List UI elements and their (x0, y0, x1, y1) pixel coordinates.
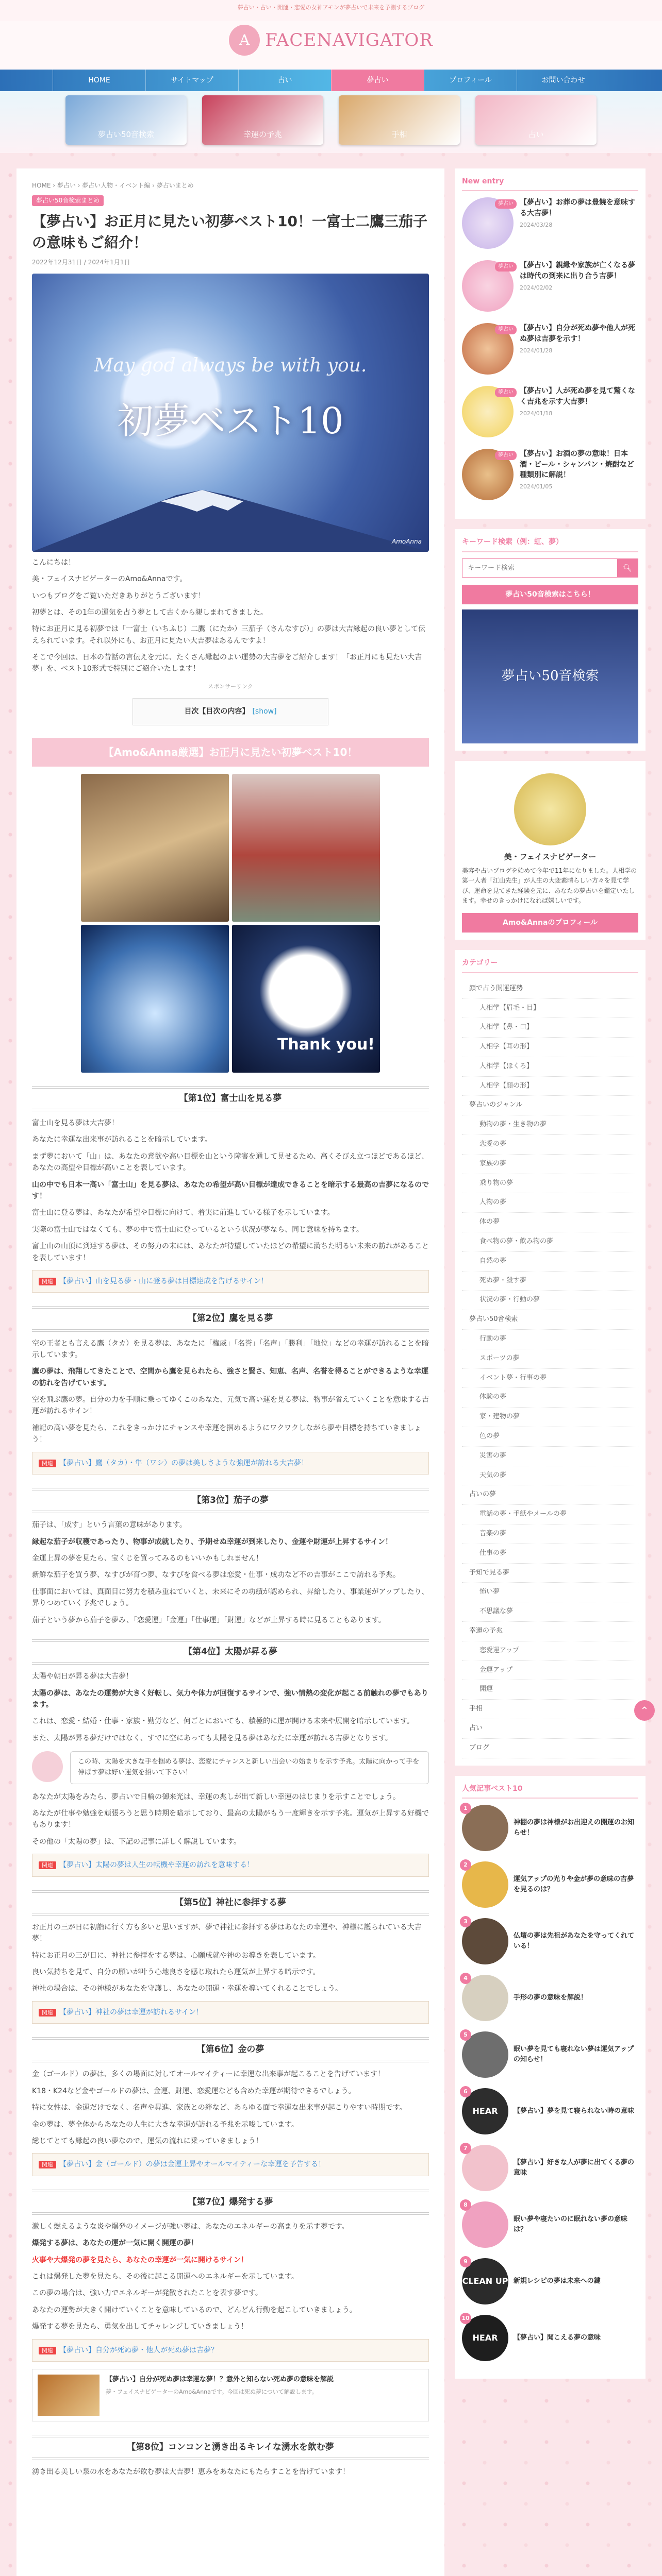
table-of-contents (133, 698, 328, 725)
rank-heading: 【第3位】茄子の夢 (32, 1488, 429, 1513)
related-desc: 夢・フェイスナビゲーターのAmo&Annaです。今回は死ぬ夢について解説します。 (106, 2388, 318, 2395)
related-link-text: 【夢占い】太陽の夢は人生の転機や幸運の訪れを意味する！ (59, 1861, 254, 1870)
collage-spring (81, 925, 229, 1073)
category-item[interactable]: 人相学【眉毛・目】 (462, 999, 638, 1019)
book-link-button[interactable]: 夢占い50音検索はこちら！ (462, 585, 638, 604)
page-title: 【夢占い】お正月に見たい初夢ベスト10！一富士二鷹三茄子の意味もご紹介！ (32, 213, 427, 251)
related-link[interactable] (32, 2001, 429, 2024)
category-item[interactable]: 人相学【ほくろ】 (462, 1057, 638, 1077)
new-entry-badge: 夢占い (495, 262, 517, 272)
popular-rank-number: 10 (460, 2313, 471, 2324)
sponsor-label: スポンサーリンク (208, 683, 253, 690)
popular-thumb (462, 2145, 508, 2191)
category-item[interactable]: 恋愛の夢 (462, 1135, 638, 1155)
collage-shrine (232, 774, 380, 922)
popular-item[interactable] (462, 1918, 638, 1964)
rank-paragraph: 富士山の山頂に到達する夢は、その努力の末には、あなたが待望していたほどの希望に満ちた明るい未来の訪れがあることを表しています！ (32, 1242, 429, 1262)
category-item[interactable]: 死ぬ夢・殺す夢 (462, 1272, 638, 1291)
popular-title: 運気アップの光りや金が夢の意味の吉夢を見るのは？ (514, 1875, 634, 1893)
speech-box (32, 1751, 429, 1784)
popular-widget (455, 1776, 646, 2379)
popular-thumb (462, 2258, 508, 2304)
new-entry-badge: 夢占い (495, 388, 517, 397)
rank-paragraph: 鷹の夢は、飛翔してきたことで、空間から鷹を見られたら、強さと賢さ、知恵、名声、名誉を得ることができるような幸運の訪れを告げています。 (32, 1367, 429, 1387)
category-item[interactable]: 災害の夢 (462, 1447, 638, 1466)
rank-paragraph: 新鮮な茄子を買う夢、なすびが育つ夢、なすびを食べる夢は恋愛・仕事・成功など不の吉事がここで訪れる予兆。 (32, 1571, 400, 1580)
site-logo[interactable] (229, 25, 433, 56)
rank-paragraph: 仕事面においては、真面目に努力を積み重ねていくと、未来にその功績が認められ、昇給したり、事業運がアップしたり、昇りつめていく予兆でしょう。 (32, 1587, 429, 1608)
new-entry-badge: 夢占い (495, 199, 517, 209)
hero-japanese: 初夢ベスト10 (117, 399, 344, 442)
popular-rank-number: 6 (460, 2086, 471, 2097)
popular-thumb-label: HEAR (472, 2106, 498, 2116)
category-item[interactable]: 開運 (462, 1680, 638, 1700)
logo-mark: A (229, 25, 260, 56)
rank-paragraph: 良い気持ちを見て、自分の願いが叶う心地良さを感じ取れたら運気が上昇する暗示です。 (32, 1968, 320, 1977)
new-entry-thumb (462, 386, 514, 437)
sidebar (455, 168, 646, 2576)
rank-paragraph: その他の「太陽の夢」は、下記の記事に詳しく解説しています。 (32, 1837, 241, 1846)
new-entry-thumb (462, 260, 514, 312)
category-item[interactable]: 予知で見る夢 (462, 1564, 638, 1583)
chevron-up-icon: ⌃ (640, 1704, 649, 1717)
popular-thumb-label: HEAR (472, 2333, 498, 2343)
new-entry-date: 2024/02/02 (520, 284, 553, 291)
rank-paragraph: 総じてとても縁起の良い夢なので、運気の流れに乗っていきましょう！ (32, 2137, 263, 2145)
category-item[interactable]: 天気の夢 (462, 1466, 638, 1486)
scroll-top-button[interactable] (634, 1700, 655, 1721)
popular-title: 【夢占い】聞こえる夢の意味 (514, 2334, 601, 2342)
banner-omen[interactable]: 幸運の予兆 (202, 95, 323, 145)
new-entry-date: 2024/01/18 (520, 410, 553, 417)
category-item[interactable]: 音楽の夢 (462, 1524, 638, 1544)
popular-thumb (462, 2315, 508, 2361)
popular-thumb (462, 1918, 508, 1964)
related-link-text: 【夢占い】金（ゴールド）の夢は金運上昇やオールマイティーな幸運を予告する！ (59, 2160, 326, 2169)
rank-paragraph: 山の中でも日本一高い「富士山」を見る夢は、あなたの希望が高い目標が達成できることを暗示する最高の吉夢になるのです！ (32, 1180, 429, 1200)
popular-rank-number: 5 (460, 2029, 471, 2041)
popular-rank-number: 4 (460, 1973, 471, 1984)
related-thumb (38, 2375, 100, 2416)
rank-paragraph: 特に女性は、金運だけでなく、名声や昇進、家族との絆など、あらゆる面で幸運な出来事が起こりやすい時期です。 (32, 2104, 407, 2112)
category-item[interactable]: 人相学【顔の形】 (462, 1077, 638, 1096)
banner-palm[interactable]: 手相 (339, 95, 460, 145)
popular-rank-number: 9 (460, 2256, 471, 2267)
rank-heading: 【第5位】神社に参拝する夢 (32, 1890, 429, 1916)
new-entry-item[interactable] (462, 260, 638, 312)
popular-title: 新規レシピの夢は未来への鍵 (514, 2277, 601, 2285)
rank-paragraph: 金（ゴールド）の夢は、多くの場面に対してオールマイティーに幸運な出来事が起こることを告げています！ (32, 2070, 385, 2079)
rank-paragraph: 茄子という夢から茄子を夢み、「恋愛運」「金運」「仕事運」「財運」などが上昇する時に見ることもあります。 (32, 1616, 386, 1624)
popular-title: 人気記事ベスト10 (462, 1783, 638, 1799)
rank-paragraph: あなたの運勢が大きく開けていくことを意味しているので、どんどん行動を起こしていきましょう。 (32, 2306, 357, 2314)
new-entry-thumb (462, 197, 514, 249)
related-link[interactable] (32, 1270, 429, 1293)
rank-paragraph: この夢の場合は、強い力でエネルギーが発散されたことを表す夢です。 (32, 2289, 262, 2298)
rank-heading: 【第8位】コンコンと湧き出るキレイな湧水を飲む夢 (32, 2435, 429, 2460)
speech-bubble: この時、太陽を大きな手を掴める夢は、恋愛にチャンスと新しい出会いの始まりを示す予兆。太陽に向かって手を伸ばす夢は好い運気を招いて下さい！ (70, 1751, 429, 1784)
breadcrumb[interactable]: HOME › 夢占い › 夢占い人物・イベント編 › 夢占いまとめ (32, 182, 194, 189)
new-entry-date: 2024/03/28 (520, 221, 553, 228)
category-title: カテゴリー (462, 957, 638, 973)
related-link[interactable] (32, 2153, 429, 2176)
popular-item[interactable] (462, 2315, 638, 2361)
hero-image (32, 274, 429, 552)
popular-thumb-label: CLEAN UP (462, 2276, 508, 2286)
profile-name: 美・フェイスナビゲーター (504, 852, 597, 862)
search-title: キーワード検索（例：虹、夢） (462, 536, 638, 552)
nav-item-yume[interactable]: 夢占い (331, 70, 424, 91)
rank-paragraph: お正月の三が日に初詣に行く方も多いと思いますが、夢で神社に参拝する夢はあなたの幸運や、神様に護られている大吉夢！ (32, 1923, 422, 1943)
category-item[interactable]: 幸運の予兆 (462, 1622, 638, 1641)
category-item[interactable]: 行動の夢 (462, 1330, 638, 1349)
intro-paragraph: いつもブログをご覧いただきありがとうございます！ (32, 591, 205, 600)
toc-label: 目次【目次の内容】 (184, 707, 250, 716)
rank-paragraph: 金運上昇の夢を見たら、宝くじを買ってみるのもいいかもしれません！ (32, 1554, 263, 1563)
new-entry-thumb (462, 449, 514, 500)
mount-fuji-icon (32, 474, 429, 552)
new-entry-item[interactable] (462, 197, 638, 249)
rank-heading: 【第6位】金の夢 (32, 2037, 429, 2062)
collage-thanks: Thank you! (277, 1035, 375, 1054)
related-link-text: 【夢占い】神社の夢は幸運が訪れるサイン！ (59, 2008, 204, 2016)
rank-paragraph: 爆発する夢を見たら、勇気を出してチャレンジしていきましょう！ (32, 2323, 248, 2331)
section-heading: 【Amo&Anna厳選】お正月に見たい初夢ベスト10！ (32, 738, 429, 767)
popular-item[interactable] (462, 1805, 638, 1851)
search-button[interactable] (617, 559, 638, 577)
search-input[interactable] (462, 559, 617, 577)
related-title: 【夢占い】自分が死ぬ夢は幸運な夢！？意外と知らない死ぬ夢の意味を解説 (106, 2376, 334, 2384)
popular-rank-number: 8 (460, 2199, 471, 2211)
rank-paragraph: 金の夢は、夢全体からあなたの人生に大きな幸運が訪れる予兆を示唆しています。 (32, 2120, 299, 2129)
popular-title: 眠い夢を見ても寝れない夢は運気アップの知らせ！ (514, 2045, 634, 2063)
rank-paragraph: 神社の場合は、その神様があなたを守護し、あなたの開運・幸運を導いてくれることでしょう。 (32, 1985, 342, 1993)
toc-toggle[interactable]: [show] (252, 707, 277, 716)
nav-item-profile[interactable]: プロフィール (424, 70, 517, 91)
article (16, 168, 444, 2576)
rank-paragraph: 火事や大爆発の夢を見たら、あなたの幸運が一気に開けるサイン！ (32, 2256, 249, 2264)
popular-thumb (462, 2031, 508, 2078)
search-icon: 🔍︎ (623, 563, 632, 572)
avatar (32, 1751, 63, 1782)
intro-paragraph: そこで今回は、日本の昔話の言伝えを元に、たくさん縁起のよい運勢の大吉夢をご紹介します！「お正月にも見たい大吉夢」を、ベスト10形式で特別にご紹介いたします！ (32, 653, 422, 673)
rank-paragraph: 爆発する夢は、あなたの運が一気に開く開運の夢！ (32, 2239, 198, 2248)
link-tag: 関連 (39, 2009, 56, 2016)
rank-heading: 【第1位】富士山を見る夢 (32, 1086, 429, 1111)
link-tag: 関連 (39, 2161, 56, 2168)
category-item[interactable]: スポーツの夢 (462, 1349, 638, 1369)
rank-heading: 【第7位】爆発する夢 (32, 2190, 429, 2215)
main-nav (0, 70, 662, 91)
rank-paragraph: 富士山に登る夢は、あなたが希望や目標に向けて、着実に前進している様子を示しています。 (32, 1209, 335, 1217)
popular-rank-number: 7 (460, 2143, 471, 2154)
rank-paragraph: あなたに幸運な出来事が訪れることを暗示しています。 (32, 1136, 212, 1144)
category-item[interactable]: イベント夢・行事の夢 (462, 1369, 638, 1388)
category-item[interactable]: 食べ物の夢・飲み物の夢 (462, 1232, 638, 1252)
new-entry-item[interactable] (462, 449, 638, 500)
rank-paragraph: また、太陽が昇る夢だけではなく、すでに空にあっても太陽を見る夢はあなたに幸運が訪れる吉夢となります。 (32, 1734, 392, 1742)
banner-50on[interactable]: 夢占い50音検索 (65, 95, 187, 145)
rank-paragraph: 空の王者とも言える鷹（タカ）を見る夢は、あなたに「権威」「名誉」「名声」「勝利」「地位」などの幸運が訪れることを暗示しています。 (32, 1339, 429, 1359)
popular-item[interactable] (462, 2145, 638, 2191)
banner-row (0, 91, 662, 153)
category-item[interactable]: 動物の夢・生き物の夢 (462, 1115, 638, 1135)
category-item[interactable]: 乗り物の夢 (462, 1174, 638, 1194)
popular-thumb (462, 1975, 508, 2021)
popular-thumb (462, 2088, 508, 2134)
popular-rank-number: 2 (460, 1859, 471, 1871)
related-link[interactable] (32, 2339, 429, 2362)
category-item[interactable]: 夢占い50音検索 (462, 1310, 638, 1330)
site-tagline: 夢占い・占い・開運・恋愛の女神アモンが夢占いで未来を予測するブログ (0, 0, 662, 21)
rank-paragraph: 太陽の夢は、あなたの運勢が大きく好転し、気力や体力が回復するサインで、強い情熱の変化が起こる前触れの夢でもあります。 (32, 1689, 428, 1709)
rank-paragraph: まず夢において「山」は、あなたの意欲や高い目標を山という障害を通して見せるため、高くそびえ立つほどであるほど、あなたの高望や目標が高いことを表しています。 (32, 1152, 429, 1173)
popular-item[interactable] (462, 2088, 638, 2134)
profile-avatar (514, 773, 586, 845)
category-item[interactable]: 不思議な夢 (462, 1602, 638, 1622)
link-tag: 関連 (39, 1460, 56, 1467)
new-entry-widget (455, 168, 646, 519)
related-link-text: 【夢占い】鷹（タカ）・隼（ワシ）の夢は美しさような強運が訪れる大吉夢！ (59, 1459, 308, 1467)
popular-title: 【夢占い】夢を見て寝られない時の意味 (514, 2107, 635, 2115)
category-item[interactable]: 怖い夢 (462, 1583, 638, 1602)
new-entry-thumb (462, 323, 514, 375)
popular-rank-number: 3 (460, 1916, 471, 1927)
popular-item[interactable] (462, 1975, 638, 2021)
link-tag: 関連 (39, 1861, 56, 1869)
new-entry-title: New entry (462, 176, 638, 191)
intro-paragraph: 特にお正月に見る初夢では「一富士（いちふじ）二鷹（にたか）三茄子（さんなすび）」の夢は大吉縁起の良い夢として伝えられています。それ以外にも、お正月に見たい大吉夢はあるんですよ！ (32, 625, 425, 645)
category-item[interactable]: 顔で占う開運運勢 (462, 979, 638, 999)
post-dates: 2022年12月31日 / 2024年1月1日 (32, 258, 130, 266)
category-item[interactable]: 夢占いのジャンル (462, 1096, 638, 1115)
popular-title: 【夢占い】好きな人が夢に出てくる夢の意味 (514, 2159, 635, 2177)
popular-thumb (462, 1861, 508, 1908)
rank-heading: 【第2位】鷹を見る夢 (32, 1306, 429, 1331)
popular-item[interactable] (462, 2258, 638, 2304)
category-label[interactable]: 夢占い50音検索まとめ (32, 195, 104, 206)
popular-rank-number: 1 (460, 1803, 471, 1814)
rank-paragraph: 特にお正月の三が日に、神社に参拝をする夢は、心願成就や神のお導きを表しています。 (32, 1951, 320, 1960)
nav-item-sitemap[interactable]: サイトマップ (145, 70, 238, 91)
rank-paragraph: K18・K24など金やゴールドの夢は、金運、財運、恋愛運なども含めた幸運が期待できるでしょう。 (32, 2087, 356, 2095)
popular-title: 手形の夢の意味を解説！ (514, 1994, 588, 2002)
rank-paragraph: 空を飛ぶ鷹の夢。自分の力を手順に乗ってゆくこのあなた、元気で高い運を見る夢は、物事が省えていくことを意味する吉運が訪れるサイン！ (32, 1396, 429, 1416)
category-item[interactable]: 占い (462, 1719, 638, 1739)
new-entry-title: 【夢占い】自分が死ぬ夢や他人が死ぬ夢は吉夢を示す！ (520, 324, 635, 343)
category-item[interactable]: 家・建物の夢 (462, 1408, 638, 1427)
rank-paragraph: あなたが仕事や勉強を頑張ろうと思う時期を暗示しており、最高の太陽がもう一度輝きを示す予兆。運気が上昇する好機でもあります！ (32, 1809, 429, 1829)
rank-paragraph: 富士山を見る夢は大吉夢！ (32, 1119, 119, 1128)
site-header (0, 21, 662, 70)
intro-paragraph: こんにちは！ (32, 558, 75, 567)
link-tag: 関連 (39, 1278, 56, 1285)
new-entry-title: 【夢占い】お酒の夢の意味！日本酒・ビール・シャンパン・焼酎など種類別に解説！ (520, 450, 634, 479)
popular-title: 仏壇の夢は先祖があなたを守ってくれている！ (514, 1932, 635, 1950)
search-form (462, 558, 638, 578)
nav-item-home[interactable]: HOME (53, 70, 145, 91)
new-entry-item[interactable] (462, 386, 638, 437)
rank-heading: 【第4位】太陽が昇る夢 (32, 1639, 429, 1665)
new-entry-date: 2024/01/05 (520, 483, 553, 490)
popular-title: 眠い夢や寝たいのに眠れない夢の意味は？ (514, 2215, 628, 2233)
new-entry-item[interactable] (462, 323, 638, 375)
hero-credit: AmoAnna (391, 537, 422, 545)
new-entry-title: 【夢占い】人が死ぬ夢を見て驚くなく吉兆を示す大吉夢！ (520, 387, 635, 406)
popular-item[interactable] (462, 2031, 638, 2078)
related-card[interactable] (32, 2369, 429, 2421)
category-item[interactable]: 家族の夢 (462, 1155, 638, 1174)
category-item[interactable]: 電話の夢・手紙やメールの夢 (462, 1505, 638, 1524)
category-item[interactable]: 占いの夢 (462, 1485, 638, 1505)
category-item[interactable]: 人物の夢 (462, 1193, 638, 1213)
category-item[interactable]: 仕事の夢 (462, 1544, 638, 1564)
popular-thumb (462, 1805, 508, 1851)
category-item[interactable]: 人相学【耳の形】 (462, 1038, 638, 1057)
logo-text: FACENAVIGATOR (265, 29, 433, 50)
rank-paragraph: 茄子は、「成す」という言葉の意味があります。 (32, 1521, 187, 1530)
rank-paragraph: これは爆発した夢を見たら、その後に起こる開運へのエネルギーを示しています。 (32, 2273, 299, 2281)
category-item[interactable]: 手相 (462, 1700, 638, 1719)
category-item[interactable]: ブログ (462, 1739, 638, 1758)
related-link[interactable] (32, 1854, 429, 1876)
category-item[interactable]: 色の夢 (462, 1427, 638, 1447)
related-link[interactable] (32, 1452, 429, 1475)
new-entry-date: 2024/01/28 (520, 347, 553, 354)
collage-moon (232, 925, 380, 1073)
rank-paragraph: 補記の高い夢を見たら、これをきっかけにチャンスや幸運を掴めるようにワクワクしながら夢や目標を持ちていきましょう！ (32, 1423, 422, 1444)
profile-widget (455, 761, 646, 940)
category-widget (455, 950, 646, 1765)
profile-button[interactable]: Amo&Annaのプロフィール (462, 913, 638, 933)
new-entry-title: 【夢占い】親縁や家族が亡くなる夢は時代の到来に出り合う吉夢！ (520, 261, 635, 280)
category-item[interactable]: 恋愛運アップ (462, 1641, 638, 1661)
new-entry-badge: 夢占い (495, 451, 517, 460)
new-entry-badge: 夢占い (495, 325, 517, 334)
popular-item[interactable] (462, 2201, 638, 2248)
category-item[interactable]: 自然の夢 (462, 1252, 638, 1272)
link-tag: 関連 (39, 2347, 56, 2354)
intro-paragraph: 初夢とは、その1年の運気を占う夢として古くから親しまれてきました。 (32, 608, 268, 617)
nav-item-contact[interactable]: お問い合わせ (517, 70, 609, 91)
banner-uranai[interactable]: 占い (475, 95, 597, 145)
book-banner[interactable]: 夢占い50音検索 (462, 609, 638, 743)
rank-paragraph: 実際の富士山ではなくても、夢の中で富士山に登っているという状況が夢なら、同じ意味を持ちます。 (32, 1225, 363, 1234)
rank-paragraph: これは、恋愛・結婚・仕事・家族・勤労など、何ごとにおいても、積極的に運が開ける未来や展開を暗示しています。 (32, 1717, 414, 1726)
related-link-text: 【夢占い】自分が死ぬ夢・他人が死ぬ夢は吉夢？ (59, 2346, 218, 2354)
rank-paragraph: 激しく燃えるような炎や爆発のイメージが強い夢は、あなたのエネルギーの高まりを示す夢です。 (32, 2222, 349, 2231)
new-entry-title: 【夢占い】お葬の夢は豊饒を意味する大吉夢！ (520, 198, 635, 217)
rank-paragraph: 縁起な茄子が収穫であったり、物事が成就したり、予期せぬ幸運が到来したり、金運や財運が上昇するサイン！ (32, 1537, 392, 1546)
collage-eagle (81, 774, 229, 922)
rank-paragraph: 太陽や朝日が昇る夢は大吉夢！ (32, 1672, 133, 1681)
category-item[interactable]: 体の夢 (462, 1213, 638, 1232)
category-item[interactable]: 体験の夢 (462, 1388, 638, 1408)
rank-paragraph: あなたが太陽をみたら、夢占いで日輪の御来光は、幸運の兆しが出て新しい幸運のはじまりを示すことでしょう。 (32, 1792, 400, 1801)
intro-paragraph: 美・フェイスナビゲーターのAmo&Annaです。 (32, 575, 187, 584)
popular-thumb (462, 2201, 508, 2248)
category-item[interactable]: 状況の夢・行動の夢 (462, 1291, 638, 1310)
search-widget (455, 529, 646, 751)
related-link-text: 【夢占い】山を見る夢・山に登る夢は目標達成を告げるサイン！ (59, 1277, 269, 1285)
nav-item-uranai[interactable]: 占い (238, 70, 331, 91)
popular-title: 神棚の夢は神様がお出迎えの開運のお知らせ！ (514, 1819, 635, 1837)
hero-english: May god always be with you. (94, 354, 367, 376)
category-item[interactable]: 人相学【鼻・口】 (462, 1018, 638, 1038)
rank-paragraph: 湧き出る美しい泉の水をあなたが飲む夢は大吉夢！恵みをあなたにもたらすことを告げています！ (32, 2468, 350, 2477)
profile-text: 美容や占いブログを始めて今年で11年になりました。人相学の第一人者「江山先生」が人生の大変素晴らしい方々を見て学び、運命を見てきた経験を元に、あなたの夢占いを鑑定いたします。幸せのきっかけになれば嬉しいです。 (462, 867, 637, 904)
dream-collage (81, 774, 380, 1073)
category-item[interactable]: 金運アップ (462, 1661, 638, 1681)
popular-item[interactable] (462, 1861, 638, 1908)
